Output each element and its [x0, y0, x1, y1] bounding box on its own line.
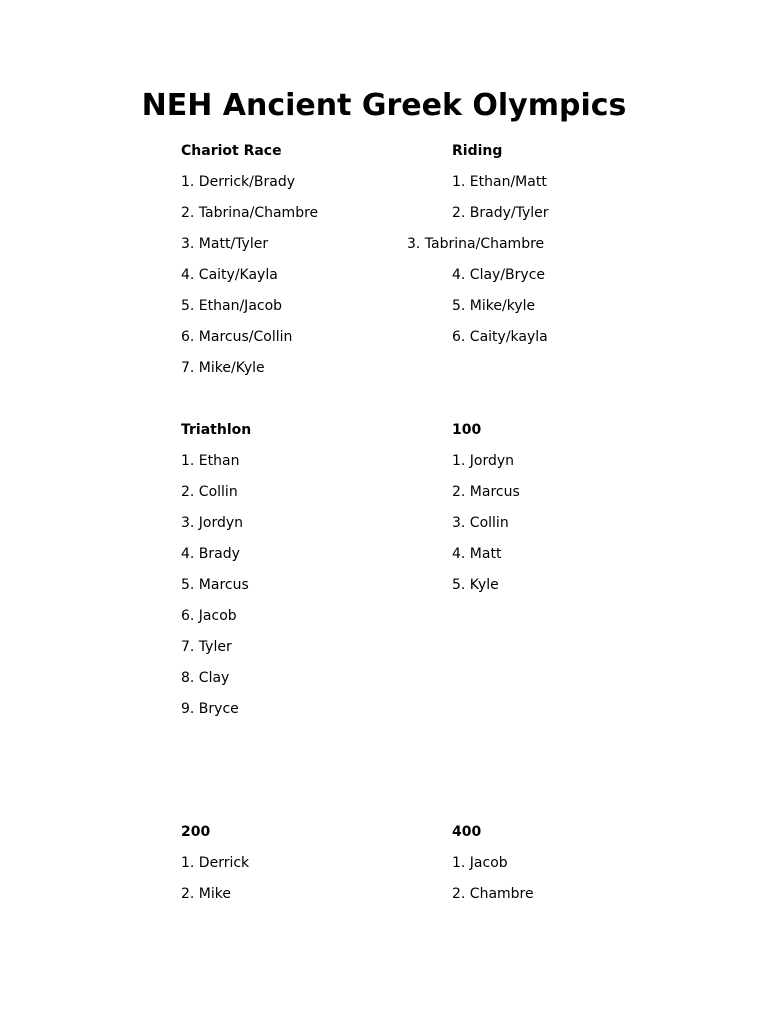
list-item: 3. Collin	[452, 515, 509, 531]
list-item: 1. Derrick	[181, 855, 250, 871]
list-item: 4. Caity/Kayla	[181, 267, 278, 283]
list-item: 3. Matt/Tyler	[181, 236, 269, 252]
list-item: 2. Collin	[181, 484, 238, 500]
list-item: 5. Mike/kyle	[452, 298, 536, 314]
list-item: 9. Bryce	[181, 701, 239, 717]
list-item: 6. Marcus/Collin	[181, 329, 293, 345]
event-heading: Triathlon	[181, 422, 252, 438]
event-heading: Chariot Race	[181, 143, 282, 159]
list-item: 2. Brady/Tyler	[452, 205, 549, 221]
event-heading: 200	[181, 824, 211, 840]
event-heading: 100	[452, 422, 482, 438]
list-item: 6. Jacob	[181, 608, 237, 624]
list-item: 3. Tabrina/Chambre	[407, 236, 545, 252]
event-heading: 400	[452, 824, 482, 840]
list-item: 2. Tabrina/Chambre	[181, 205, 319, 221]
list-item: 7. Tyler	[181, 639, 232, 655]
list-item: 1. Derrick/Brady	[181, 174, 295, 190]
list-item: 8. Clay	[181, 670, 230, 686]
list-item: 5. Ethan/Jacob	[181, 298, 283, 314]
event-100	[452, 421, 520, 607]
list-item: 4. Clay/Bryce	[452, 267, 546, 283]
event-heading: Riding	[452, 143, 503, 159]
event-400	[452, 823, 534, 916]
list-item: 2. Chambre	[452, 886, 534, 902]
event-200	[181, 823, 249, 916]
list-item: 6. Caity/kayla	[452, 329, 548, 345]
list-item: 1. Jordyn	[452, 453, 515, 469]
list-item: 2. Mike	[181, 886, 231, 902]
document-title: NEH Ancient Greek Olympics	[141, 88, 627, 123]
list-item: 5. Kyle	[452, 577, 499, 593]
list-item: 5. Marcus	[181, 577, 249, 593]
event-triathlon	[181, 421, 251, 731]
list-item: 4. Brady	[181, 546, 240, 562]
list-item: 3. Jordyn	[181, 515, 244, 531]
list-item: 1. Ethan	[181, 453, 240, 469]
event-chariot-race	[181, 142, 318, 390]
list-item: 1. Jacob	[452, 855, 508, 871]
list-item: 1. Ethan/Matt	[452, 174, 547, 190]
list-item: 4. Matt	[452, 546, 502, 562]
list-item: 7. Mike/Kyle	[181, 360, 265, 376]
event-riding	[407, 142, 549, 359]
list-item: 2. Marcus	[452, 484, 520, 500]
